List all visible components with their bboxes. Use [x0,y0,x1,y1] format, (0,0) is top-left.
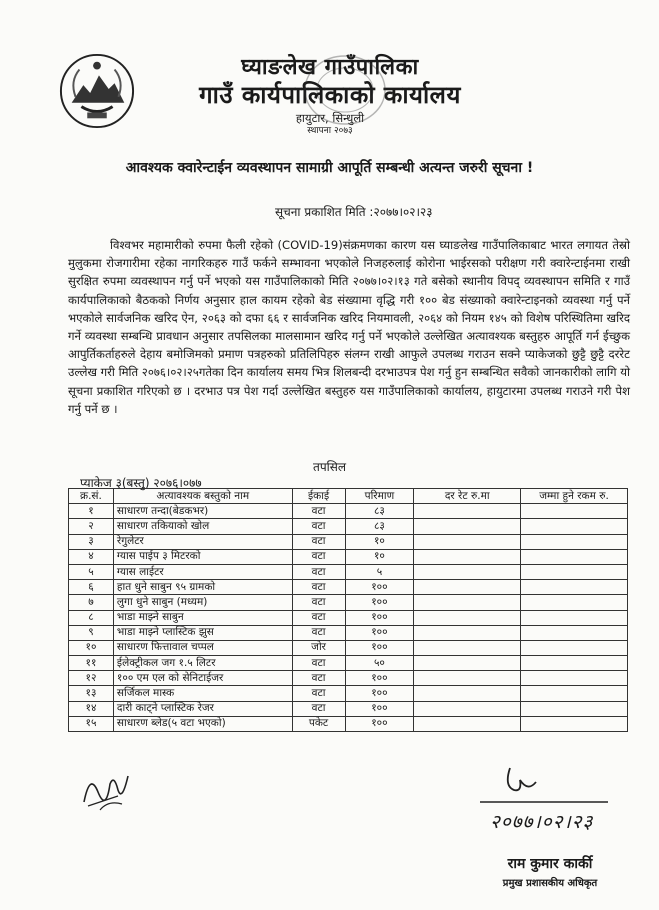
table-row [69,656,628,671]
item-quantity: १० [345,534,414,549]
item-name: ईलेक्ट्रीकल जग १.५ लिटर [113,656,292,671]
item-quantity: १०० [345,686,414,701]
item-unit: वटा [292,656,345,671]
item-total [521,595,628,610]
signature-date: २०७७।०२।२३ [490,811,594,833]
item-unit: वटा [292,686,345,701]
item-sn: ६ [69,580,114,595]
item-name: दारी काट्ने प्लास्टिक रेजर [113,701,292,716]
item-name: ग्यास पाईप ३ मिटरको [113,549,292,564]
item-quantity: १०० [345,610,414,625]
item-total [521,686,628,701]
item-rate [414,504,521,519]
item-sn: ५ [69,564,114,579]
item-unit: वटा [292,610,345,625]
table-row [69,716,628,731]
item-unit: जोर [292,640,345,655]
table-row [69,671,628,686]
item-name: सर्जिकल मास्क [113,686,292,701]
item-unit: वटा [292,564,345,579]
item-sn: १० [69,640,114,655]
item-sn: १४ [69,701,114,716]
item-name: १०० एम एल को सेनिटाईजर [113,671,292,686]
table-row [69,595,628,610]
item-total [521,716,628,731]
col-header-item-name: अत्यावश्यक बस्तुको नाम [113,489,292,504]
item-sn: ९ [69,625,114,640]
handwritten-signature-left [78,762,138,814]
table-row [69,701,628,716]
item-quantity: १०० [345,640,414,655]
col-header-quantity: परिमाण [345,489,414,504]
item-total [521,671,628,686]
item-rate [414,610,521,625]
item-rate [414,686,521,701]
item-name: हात धुने साबुन ९५ ग्रामको [113,580,292,595]
item-name: भाडा माझ्ने साबुन [113,610,292,625]
item-quantity: १०० [345,671,414,686]
table-header-row [69,489,628,504]
item-name: भाडा माझ्ने प्लास्टिक झुस [113,625,292,640]
item-total [521,625,628,640]
table-row [69,519,628,534]
item-unit: वटा [292,549,345,564]
item-name: साधारण तन्दा(बेडकभर) [113,504,292,519]
col-header-total: जम्मा हुने रकम रु. [521,489,628,504]
item-quantity: १० [345,549,414,564]
item-rate [414,640,521,655]
item-quantity: १०० [345,625,414,640]
item-unit: वटा [292,671,345,686]
official-name: राम कुमार कार्की [507,856,593,872]
item-quantity: ८३ [345,519,414,534]
item-rate [414,595,521,610]
item-name: साधारण ब्लेड(५ वटा भएको) [113,716,292,731]
item-rate [414,671,521,686]
item-quantity: १०० [345,595,414,610]
item-unit: वटा [292,625,345,640]
item-quantity: १०० [345,716,414,731]
office-address: हायुटार, सिन्धुली [295,111,365,125]
table-row [69,580,628,595]
item-total [521,640,628,655]
item-quantity: १०० [345,701,414,716]
item-total [521,534,628,549]
item-total [521,564,628,579]
item-name: रेगुलेटर [113,534,292,549]
item-rate [414,716,521,731]
established-text: स्थापना २०७३ [307,126,353,136]
col-header-unit: ईकाई [292,489,345,504]
col-header-rate: दर रेट रु.मा [414,489,521,504]
item-sn: १ [69,504,114,519]
item-total [521,580,628,595]
item-unit: वटा [292,534,345,549]
item-rate [414,519,521,534]
table-row [69,564,628,579]
official-designation: प्रमुख प्रशासकीय अधिकृत [502,878,598,889]
office-seal-stamp [300,50,390,130]
item-sn: २ [69,519,114,534]
item-rate [414,656,521,671]
item-name: साधारण तकियाको खोल [113,519,292,534]
item-name: ग्यास लाईटर [113,564,292,579]
notice-body: विश्वभर महामारीको रुपमा फैली रहेको (COVID-19)संक्रमणका कारण यस घ्याङलेख गाउँपालिकाबाट भारत लगायत तेस्रो मुलुकमा रोजगारीमा रहेका नागरिकहरु गाउँ फर्कने सम्भावना भएकोले निजहरुलाई कोरोना भाईरसको परीक्षण गरी क्वारेन्टाईनमा राखी सुरक्षित रुपमा व्यवस्थापन गर्नु पर्ने भएको यस गाउँपालिकाको मिति २०७७।०२।१३ गते बसेको स्थानीय विपद् व्यवस्थापन समिति र गाउँ कार्यपालिकाको बैठकको निर्णय अनुसार हाल कायम रहेको बेड संख्यामा वृद्धि गरी १०० बेड संख्याको क्वारेन्टाइनको व्यवस्था गर्नु पर्ने भएकोले सार्वजनिक खरिद ऐन, २०६३ को दफा ६६ र सार्वजनिक खरिद नियमावली, २०६४ को नियम १४५ को विशेष परिस्थितिमा खरिद गर्ने व्यवस्था सम्बन्धि प्रावधान अनुसार तपसिलका मालसामान खरिद गर्नु पर्ने भएकोले उल्लेखित अत्यावश्यक बस्तुहरु आपूर्ति गर्न ईच्छुक आपुर्तिकर्ताहरुले देहाय बमोजिमको प्रमाण पत्रहरुको प्रतिलिपिहरु संलग्न राखी आफुले उपलब्ध गराउन सक्ने प्याकेजको छुट्टै छुट्टै दररेट उल्लेख गरी मिति २०७६।०२।२५गतेका दिन कार्यालय समय भित्र शिलबन्दी दरभाउपत्र पेश गर्नु हुन सम्बन्धित सवैको जानकारीको लागि यो सूचना प्रकाशित गरिएको छ । दरभाउ पत्र पेश गर्दा उल्लेखित बस्तुहरु यस गाउँपालिकाको कार्यालय, हायुटारमा उपलब्ध गराउने गरी पेश गर्नु पर्ने छ । [68,238,630,416]
item-total [521,549,628,564]
office-name: गाउँ कार्यपालिकाको कार्यालय [199,81,461,109]
item-sn: ११ [69,656,114,671]
item-quantity: ५ [345,564,414,579]
item-unit: वटा [292,519,345,534]
item-unit: वटा [292,701,345,716]
table-row [69,610,628,625]
item-unit: पकेट [292,716,345,731]
item-sn: १२ [69,671,114,686]
item-sn: ८ [69,610,114,625]
package-label: प्याकेज ३(बस्तु) २०७६।०७७ [80,476,202,490]
item-total [521,701,628,716]
item-total [521,656,628,671]
schedule-heading: तपसिल [312,460,346,474]
item-sn: १५ [69,716,114,731]
item-total [521,519,628,534]
item-sn: ३ [69,534,114,549]
item-name: साधारण फित्तावाल चप्पल [113,640,292,655]
table-row [69,640,628,655]
item-unit: वटा [292,595,345,610]
notice-title: आवश्यक क्वारेन्टाईन व्यवस्थापन सामाग्री आपूर्ति सम्बन्धी अत्यन्त जरुरी सूचना ! [125,160,534,176]
item-total [521,504,628,519]
item-rate [414,701,521,716]
table-row [69,625,628,640]
item-quantity: ५० [345,656,414,671]
item-rate [414,580,521,595]
item-rate [414,534,521,549]
item-sn: १३ [69,686,114,701]
table-row [69,504,628,519]
table-row [69,686,628,701]
table-row [69,534,628,549]
item-rate [414,564,521,579]
item-total [521,610,628,625]
nepal-emblem-logo [58,52,136,130]
col-header-sn: क्र.सं. [69,489,114,504]
item-quantity: ८३ [345,504,414,519]
item-unit: वटा [292,580,345,595]
item-quantity: १०० [345,580,414,595]
item-unit: वटा [292,504,345,519]
items-table [68,488,628,732]
item-sn: ४ [69,549,114,564]
item-sn: ७ [69,595,114,610]
item-name: लुगा धुने साबुन (मध्यम) [113,595,292,610]
table-row [69,549,628,564]
item-rate [414,549,521,564]
municipality-name: घ्याङलेख गाउँपालिका [241,55,419,80]
signing-official [480,854,620,889]
publication-date: सूचना प्रकाशित मिति :२०७७।०२।२३ [275,205,433,219]
item-rate [414,625,521,640]
